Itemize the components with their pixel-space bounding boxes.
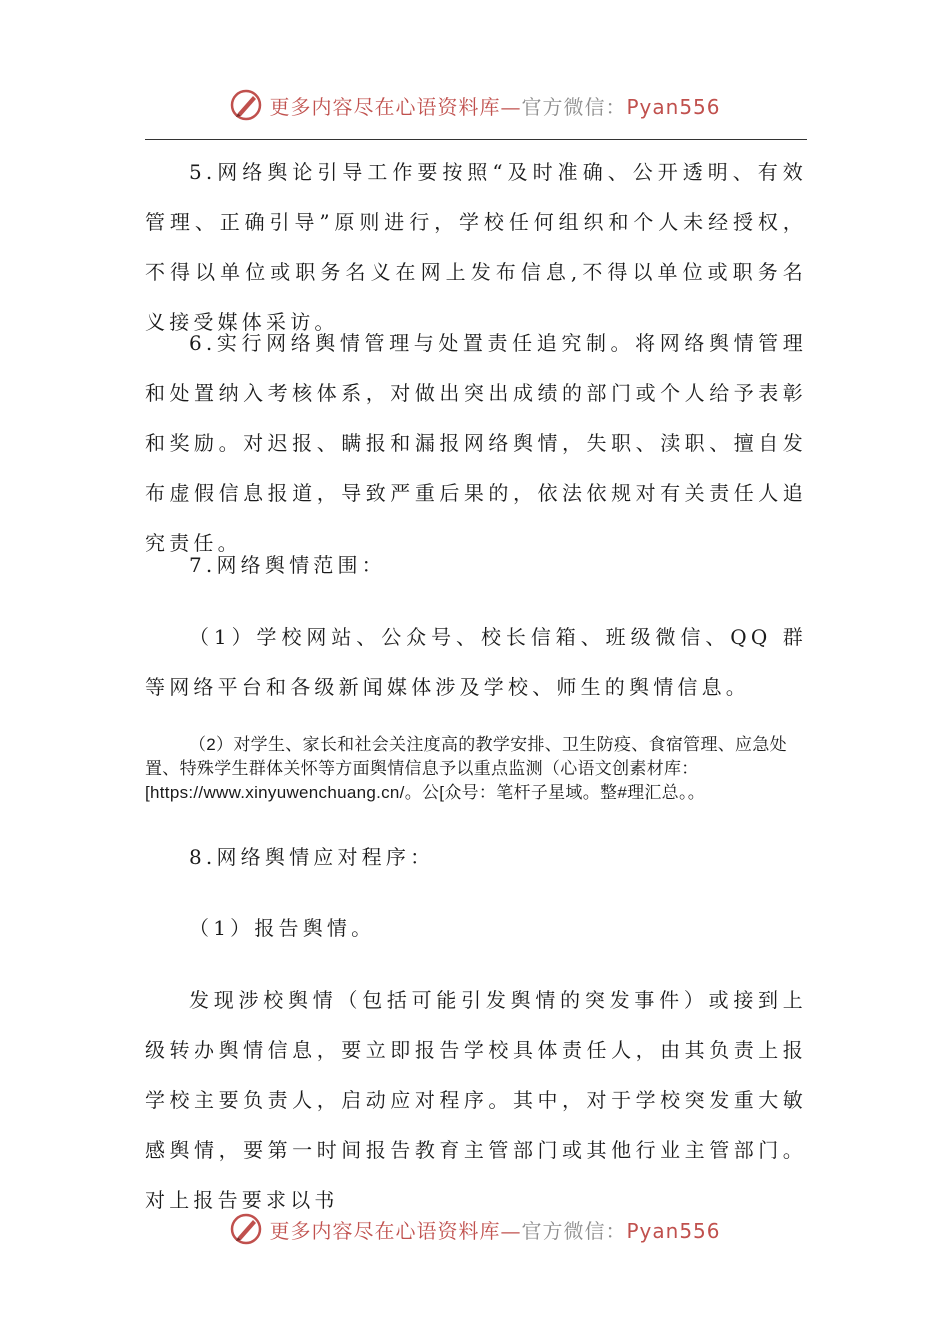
header-banner xyxy=(0,80,950,130)
paragraph-6: 6.实行网络舆情管理与处置责任追究制。将网络舆情管理和处置纳入考核体系，对做出突出成绩的部门或个人给予表彰和奖励。对迟报、瞒报和漏报网络舆情，失职、渎职、擅自发布虚假信息报道，导致严重后果的，依法依规对有关责任人追究责任。 xyxy=(145,331,807,555)
pen-logo-icon xyxy=(229,88,263,122)
banner-main-text: 更多内容尽在心语资料库— xyxy=(269,1218,522,1243)
footer-banner xyxy=(0,1204,950,1254)
banner-main-text: 更多内容尽在心语资料库— xyxy=(269,94,522,119)
footer-banner-text xyxy=(269,1215,720,1244)
header-divider xyxy=(145,139,807,140)
banner-wechat-label: 官方微信： xyxy=(521,1218,627,1243)
banner-wechat-label: 官方微信： xyxy=(521,94,627,119)
paragraph-5: 5.网络舆论引导工作要按照“及时准确、公开透明、有效管理、正确引导”原则进行，学校任何组织和个人未经授权，不得以单位或职务名义在网上发布信息,不得以单位或职务名义接受媒体采访。 xyxy=(145,160,807,334)
paragraph-8-heading: 8.网络舆情应对程序： xyxy=(189,845,435,869)
paragraph-7-heading: 7.网络舆情范围： xyxy=(189,553,386,577)
pen-logo-icon xyxy=(229,1212,263,1246)
paragraph-8-item-1: （1）报告舆情。 xyxy=(189,916,376,940)
paragraph-7-item-1: （1）学校网站、公众号、校长信箱、班级微信、QQ 群等网络平台和各级新闻媒体涉及学校、师生的舆情信息。 xyxy=(145,625,807,699)
banner-wechat-id: Pyan556 xyxy=(626,94,721,119)
paragraph-8-text: 发现涉校舆情（包括可能引发舆情的突发事件）或接到上级转办舆情信息，要立即报告学校具体责任人，由其负责上报学校主要负责人，启动应对程序。其中，对于学校突发重大敏感舆情，要第一时间报告教育主管部门或其他行业主管部门。对上报告要求以书 xyxy=(145,988,807,1212)
banner-wechat-id: Pyan556 xyxy=(626,1218,721,1243)
paragraph-7-item-2: （2）对学生、家长和社会关注度高的教学安排、卫生防疫、食宿管理、应急处置、特殊学生群体关怀等方面舆情信息予以重点监测（心语文创素材库：[https://www.xinyuwenchuang.cn/。公[众号：笔杆子星域。整#理汇总。。 xyxy=(145,735,787,802)
header-banner-text xyxy=(269,91,720,120)
